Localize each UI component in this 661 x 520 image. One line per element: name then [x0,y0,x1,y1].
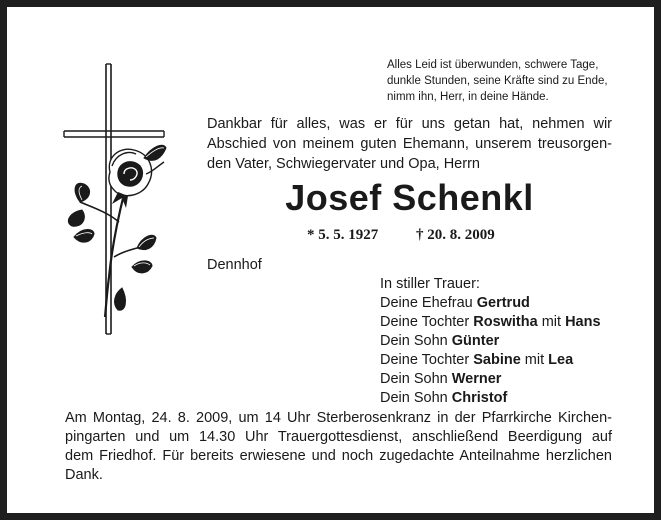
mourners-list [380,275,601,408]
verse-line: nimm ihn, Herr, in deine Hände. [387,91,549,103]
notice-line: Dank. [65,467,103,483]
mourner-name: Sabine [473,352,521,368]
mourner-name: Christof [451,390,508,406]
verse [387,57,627,105]
mourner-name: Roswitha [473,314,538,330]
mourner-name: Gertrud [476,295,530,311]
intro-line: Dankbar für alles, was er für uns getan hat, nehmen wir [207,116,612,132]
place-name: Dennhof [207,257,262,273]
mourner-partner: Hans [565,314,601,330]
intro-text [207,114,612,174]
verse-line: dunkle Stunden, seine Kräfte sind zu Ende, [387,75,608,87]
mourner-line: Dein Sohn Werner [380,371,502,387]
funeral-notice [65,409,612,485]
mourner-line: Dein Sohn Christof [380,390,508,406]
intro-line: Abschied von meinem guten Ehemann, unserem treusorgen- [207,136,612,152]
birth-date: * 5. 5. 1927 [307,227,379,243]
mourner-line: Deine Tochter Sabine mit Lea [380,352,574,368]
deceased-name: Josef Schenkl [285,177,534,218]
mourner-name: Günter [451,333,500,349]
mourner-partner: Lea [548,352,574,368]
mourner-name: Werner [451,371,502,387]
mourners-heading: In stiller Trauer: [380,276,480,292]
life-dates [307,227,495,244]
verse-line: Alles Leid ist überwunden, schwere Tage, [387,59,599,71]
notice-line: pingarten und um 14.30 Uhr Trauergottesdienst, anschließend Beerdigung auf [65,429,612,445]
mourner-line: Deine Ehefrau Gertrud [380,295,530,311]
notice-line: dem Friedhof. Für bereits erwiesene und noch zugedachte Anteilnahme herzlichen [65,448,612,464]
mourner-line: Dein Sohn Günter [380,333,500,349]
death-date: † 20. 8. 2009 [416,227,495,243]
cross-with-rose-icon [62,62,182,342]
intro-line: den Vater, Schwiegervater und Opa, Herrn [207,156,480,172]
mourner-line: Deine Tochter Roswitha mit Hans [380,314,601,330]
notice-line: Am Montag, 24. 8. 2009, um 14 Uhr Sterberosenkranz in der Pfarrkirche Kirchen- [65,410,612,426]
